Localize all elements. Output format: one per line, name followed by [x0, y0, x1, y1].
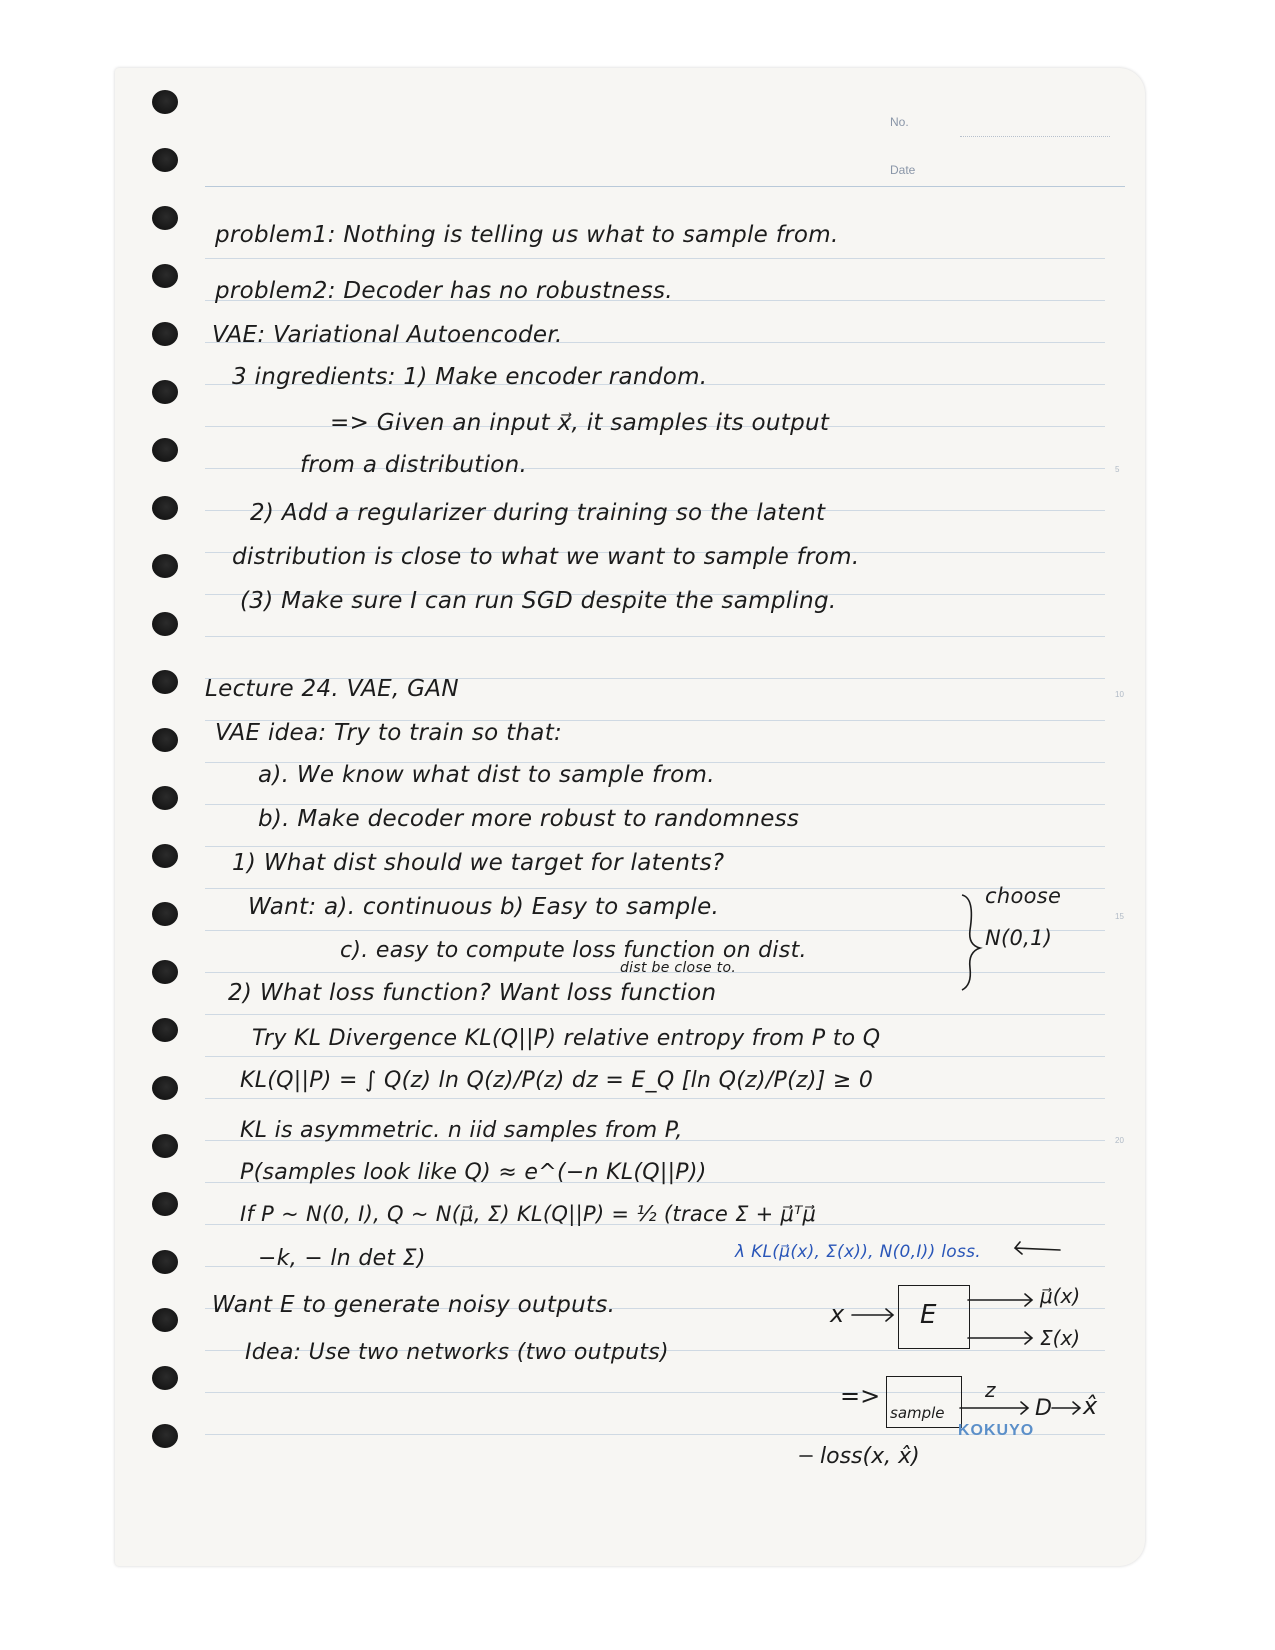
note-line-samples-look-like: P(samples look like Q) ≈ e^(−n KL(Q||P)) [240, 1160, 707, 1185]
diagram-loss: loss(x, x̂) [820, 1444, 920, 1469]
kokuyo-logo: KOKUYO [958, 1422, 1035, 1439]
annotation-regularizer-term: λ KL(μ⃗(x), Σ(x)), N(0,I)) loss. [735, 1242, 981, 1262]
encoder-label: E [920, 1300, 937, 1330]
note-line-robust-decoder: b). Make decoder more robust to randomness [258, 806, 800, 832]
note-line-problem1: problem1: Nothing is telling us what to sample from. [215, 222, 839, 248]
note-line-ingredients: 3 ingredients: 1) Make encoder random. [232, 364, 708, 390]
line-number: 15 [1115, 912, 1124, 921]
annotation-dist-close: dist be close to. [620, 960, 737, 976]
note-line-kl-formula: KL(Q||P) = ∫ Q(z) ln Q(z)/P(z) dz = E_Q [ln Q(z)/P(z)] ≥ 0 [240, 1068, 874, 1093]
sample-label: sample [890, 1404, 945, 1422]
line-number: 10 [1115, 690, 1124, 699]
annotation-choose: choose [985, 884, 1062, 908]
diagram-implies: => [840, 1382, 881, 1410]
note-line-loss-function: 2) What loss function? Want loss function [228, 980, 717, 1006]
note-line-vae-definition: VAE: Variational Autoencoder. [212, 322, 563, 348]
note-line-kl-divergence: Try KL Divergence KL(Q||P) relative entropy from P to Q [252, 1026, 881, 1051]
note-line-know-dist: a). We know what dist to sample from. [258, 762, 715, 788]
note-line-run-sgd: (3) Make sure I can run SGD despite the sampling. [240, 588, 837, 614]
note-line-problem2: problem2: Decoder has no robustness. [215, 278, 673, 304]
diagram-sigma-output: Σ(x) [1040, 1326, 1081, 1350]
note-line-from-distribution: from a distribution. [300, 452, 528, 478]
note-line-want-continuous: Want: a). continuous b) Easy to sample. [248, 894, 720, 920]
note-line-two-networks: Idea: Use two networks (two outputs) [245, 1340, 669, 1365]
note-line-easy-loss: c). easy to compute loss function on dist. [340, 938, 807, 963]
note-line-given-input: => Given an input x⃗, it samples its output [330, 410, 830, 436]
diagram-input-x: x [830, 1300, 845, 1328]
arrow-decoder-to-xhat [1052, 1402, 1080, 1414]
note-line-latent-distribution: distribution is close to what we want to sample from. [232, 544, 860, 570]
note-line-add-regularizer: 2) Add a regularizer during training so the latent [250, 500, 826, 526]
diagram-z: z [985, 1378, 996, 1402]
arrow-regularizer-link [1015, 1242, 1060, 1254]
annotation-choose-dist: N(0,1) [985, 926, 1053, 950]
line-number: 5 [1115, 465, 1120, 474]
arrow-x-to-encoder [852, 1309, 893, 1321]
line-number: 20 [1115, 1136, 1124, 1145]
arrow-encoder-to-mu [968, 1294, 1032, 1306]
diagram-mu-output: μ⃗(x) [1040, 1284, 1081, 1308]
date-label: Date [890, 163, 916, 177]
note-line-log-det: −k, − ln det Σ) [258, 1246, 426, 1271]
note-line-gaussian-kl: If P ~ N(0, I), Q ~ N(μ⃗, Σ) KL(Q||P) = ½ (trace Σ + μ⃗ᵀμ⃗ [240, 1202, 817, 1226]
note-line-kl-asymmetric: KL is asymmetric. n iid samples from P, [240, 1118, 683, 1143]
arrow-encoder-to-sigma [968, 1332, 1032, 1344]
note-line-vae-idea: VAE idea: Try to train so that: [215, 720, 563, 746]
arrow-sample-to-decoder [960, 1402, 1028, 1414]
diagram-x-hat: x̂ [1083, 1392, 1098, 1420]
note-line-lecture-title: Lecture 24. VAE, GAN [205, 676, 459, 702]
note-line-noisy-outputs: Want E to generate noisy outputs. [212, 1292, 616, 1318]
diagram-decoder: D [1035, 1396, 1052, 1421]
note-line-target-dist: 1) What dist should we target for latents? [232, 850, 725, 876]
no-label: No. [890, 115, 909, 129]
